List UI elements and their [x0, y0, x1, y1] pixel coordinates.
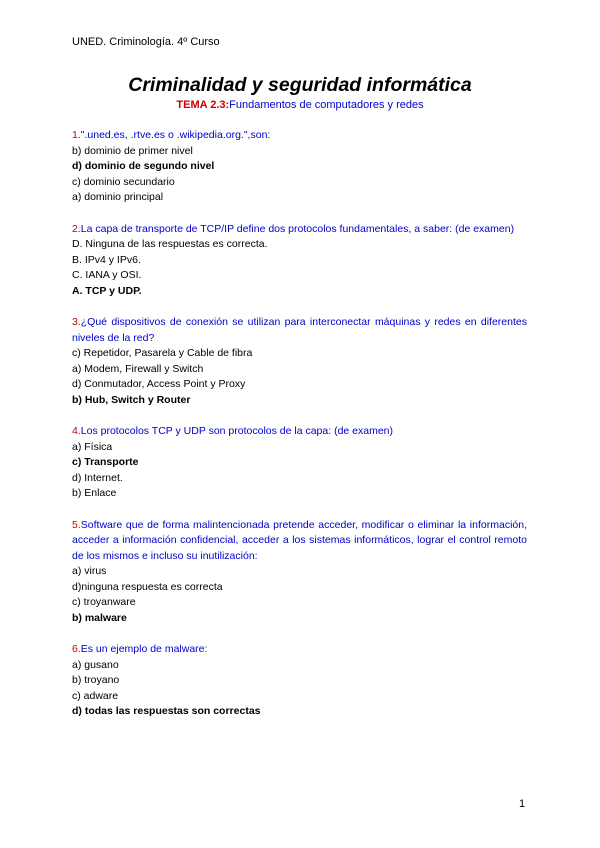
question-3 [72, 315, 527, 408]
document-title: Criminalidad y seguridad informática [128, 74, 472, 96]
answer-option: a) Física [72, 440, 113, 453]
answer-option: a) dominio principal [72, 191, 164, 203]
question-text [72, 424, 527, 440]
correct-answer-option: c) Transporte [72, 456, 139, 468]
question-2 [72, 222, 527, 300]
question-number: 4. [72, 425, 81, 437]
answer-option: C. IANA y OSI. [72, 269, 142, 281]
question-body: Software que de forma malintencionada pretende acceder, modificar o eliminar la información, acceder a información confidencial, acceder a los sistemas informáticos, lograr el control remoto de los mismos e incluso su inutilización: [72, 518, 527, 562]
answer-option: c) dominio secundario [72, 175, 175, 188]
answer-option: d) Internet. [72, 471, 123, 484]
question-number: 1. [72, 129, 81, 141]
question-5 [72, 518, 527, 627]
correct-answer-option: b) Hub, Switch y Router [72, 393, 191, 406]
answer-option: D. Ninguna de las respuestas es correcta. [72, 238, 268, 250]
page-number: 1 [519, 798, 526, 810]
answer-option: d)ninguna respuesta es correcta [72, 580, 223, 593]
answer-option: a) virus [72, 565, 107, 577]
answer-option: c) troyanware [72, 596, 136, 608]
document-subtitle [0, 99, 600, 111]
answer-option: b) Enlace [72, 487, 117, 499]
question-body: La capa de transporte de TCP/IP define dos protocolos fundamentales, a saber: (de examen) [80, 222, 515, 235]
question-body: ¿Qué dispositivos de conexión se utilizan para interconectar máquinas y redes en diferentes niveles de la red? [72, 316, 527, 344]
question-text [72, 518, 527, 565]
tema-label: TEMA 2.3: [176, 99, 230, 111]
page-header: UNED. Criminología. 4º Curso [72, 36, 220, 48]
answer-option: a) gusano [72, 658, 119, 671]
correct-answer-option: b) malware [72, 611, 127, 624]
question-4 [72, 424, 527, 502]
answer-option: c) Repetidor, Pasarela y Cable de fibra [72, 347, 253, 359]
question-1 [72, 128, 527, 206]
question-text [72, 315, 527, 346]
question-6 [72, 642, 527, 720]
question-body: Es un ejemplo de malware: [80, 643, 208, 655]
question-body: Los protocolos TCP y UDP son protocolos de la capa: (de examen) [80, 425, 394, 437]
correct-answer-option: A. TCP y UDP. [72, 284, 142, 297]
answer-option: b) troyano [72, 674, 120, 686]
question-body: ".uned.es, .rtve.es o .wikipedia.org.",son: [80, 129, 271, 141]
question-number: 2. [72, 222, 81, 235]
answer-option: B. IPv4 y IPv6. [72, 253, 141, 266]
answer-option: d) Conmutador, Access Point y Proxy [72, 378, 246, 390]
tema-text: Fundamentos de computadores y redes [229, 99, 424, 111]
answer-option: c) adware [72, 689, 119, 702]
question-text [72, 222, 527, 238]
correct-answer-option: d) dominio de segundo nivel [72, 160, 215, 172]
answer-option: b) dominio de primer nivel [72, 144, 193, 157]
correct-answer-option: d) todas las respuestas son correctas [72, 705, 261, 717]
question-number: 5. [72, 518, 81, 531]
question-text [72, 642, 527, 658]
questions-list [72, 128, 527, 736]
answer-option: a) Modem, Firewall y Switch [72, 362, 204, 375]
question-text [72, 128, 527, 144]
question-number: 3. [72, 316, 81, 328]
question-number: 6. [72, 643, 81, 655]
